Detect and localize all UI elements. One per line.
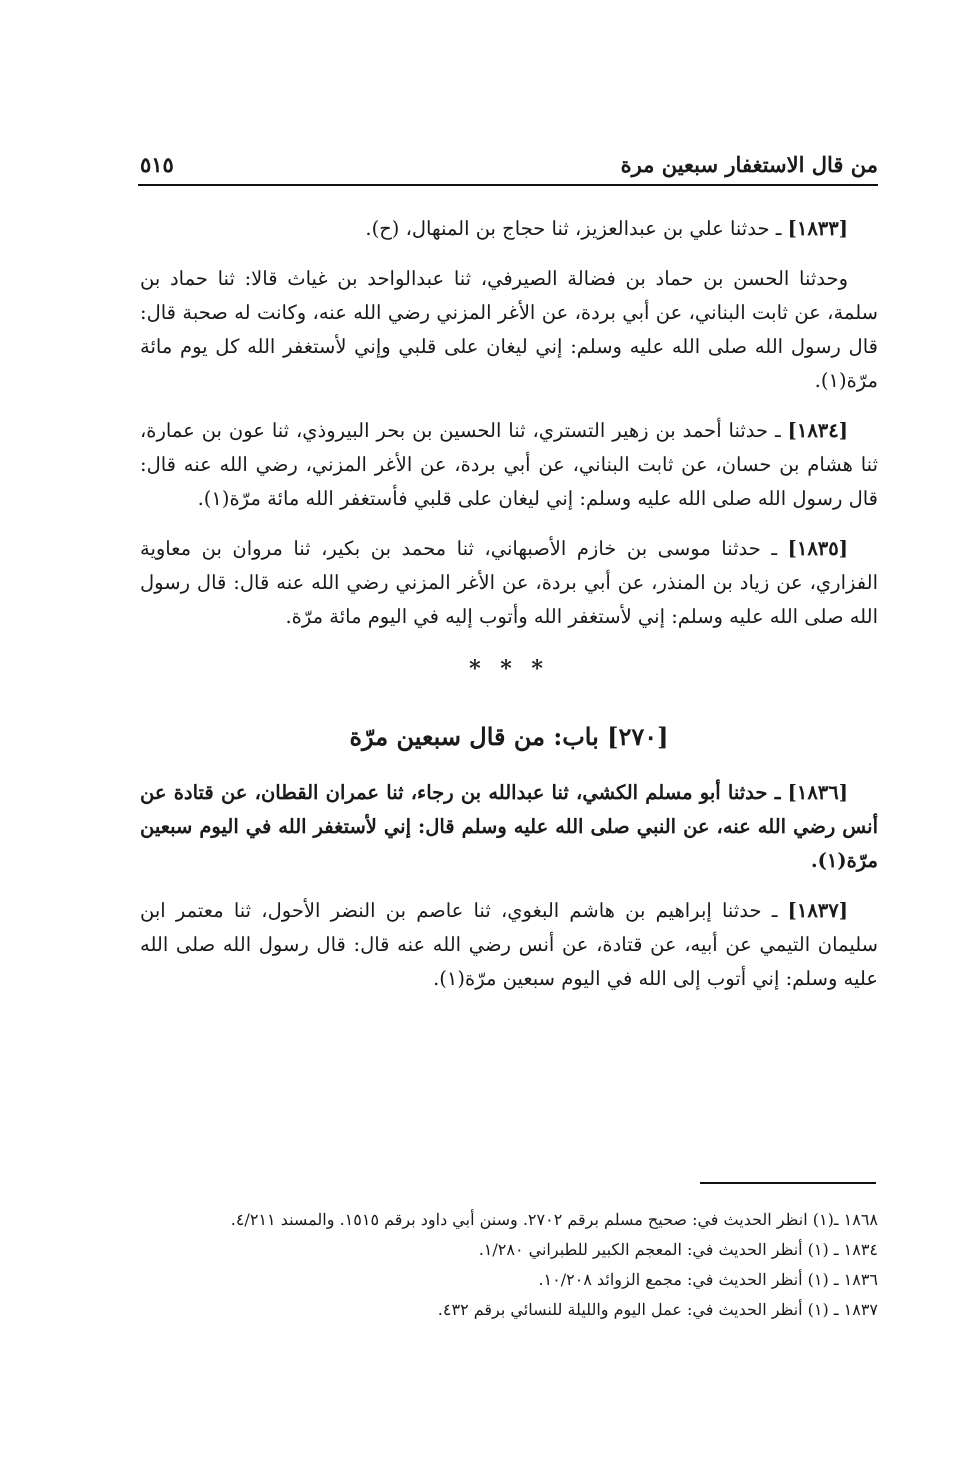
hadith-1834 [140,414,878,516]
hadith-1835 [140,532,878,634]
hadith-number: [١٨٣٦] [787,781,848,804]
footnote: ١٨٣٧ ـ (١) أنظر الحديث في: عمل اليوم والليلة للنسائي برقم ٤٣٢. [437,1300,878,1319]
hadith-text: ـ حدثنا أحمد بن زهير التستري، ثنا الحسين بن بحر البيروذي، ثنا عون بن عمارة، ثنا هشام بن حسان، عن ثابت البناني، عن أبي بردة، عن الأغر المزني، رضي الله عنه قال: قال رسول الله صلى الله عليه وسلم: إني ليغان على قلبي فأستغفر الله مائة مرّة(١). [140,419,878,510]
section-separator: * * * [469,656,549,682]
footnote: ١٨٣٤ ـ (١) أنظر الحديث في: المعجم الكبير للطبراني ١/٢٨٠. [478,1240,878,1259]
hadith-1833 [140,212,878,246]
hadith-1836 [140,776,878,878]
section-title: [٢٧٠] باب: من قال سبعين مرّة [349,722,669,751]
main-text [140,212,878,1012]
page-header [138,148,878,186]
hadith-text: ـ حدثنا موسى بن خازم الأصبهاني، ثنا محمد بن بكير، ثنا مروان بن معاوية الفزاري، عن زياد بن المنذر، عن أبي بردة، عن الأغر المزني رضي الله عنه قال: قال رسول الله صلى الله عليه وسلم: إني لأستغفر الله وأتوب إليه في اليوم مائة مرّة. [140,537,878,628]
hadith-number: [١٨٣٧] [787,899,848,922]
footnotes [140,1205,878,1325]
hadith-text: وحدثنا الحسن بن حماد بن فضالة الصيرفي، ثنا عبدالواحد بن غياث قالا: ثنا حماد بن سلمة، عن ثابت البناني، عن أبي بردة، عن الأغر المزني رضي الله عنه، وكانت له صحبة قال: قال رسول الله صلى الله عليه وسلم: إني ليغان على قلبي وإني لأستغفر الله كل يوم مائة مرّة(١). [140,267,878,392]
hadith-text: ـ حدثنا أبو مسلم الكشي، ثنا عبدالله بن رجاء، ثنا عمران القطان، عن قتادة عن أنس رضي الله عنه، عن النبي صلى الله عليه وسلم قال: إني لأستغفر الله في اليوم سبعين مرّة(١). [140,781,878,872]
hadith-number: [١٨٣٤] [787,419,848,442]
hadith-1837 [140,894,878,996]
footnote-rule [700,1182,876,1184]
page-number: ٥١٥ [140,152,174,177]
hadith-text: ـ حدثنا إبراهيم بن هاشم البغوي، ثنا عاصم بن النضر الأحول، ثنا معتمر ابن سليمان التيمي عن أبيه، عن قتادة، عن أنس رضي الله عنه قال: قال رسول الله صلى الله عليه وسلم: إني أتوب إلى الله في اليوم سبعين مرّة(١). [140,899,878,990]
footnote: ١٨٦٨ ـ(١) انظر الحديث في: صحيح مسلم برقم ٢٧٠٢. وسنن أبي داود برقم ١٥١٥. والمسند ٤/٢١١. [230,1210,878,1229]
running-title: من قال الاستغفار سبعين مرة [620,152,878,177]
hadith-text: ـ حدثنا علي بن عبدالعزيز، ثنا حجاج بن المنهال، (ح). [365,217,788,240]
hadith-number: [١٨٣٥] [787,537,848,560]
hadith-1833-chain-2 [140,262,878,398]
footnote: ١٨٣٦ ـ (١) أنظر الحديث في: مجمع الزوائد ١٠/٢٠٨. [538,1270,878,1289]
hadith-number: [١٨٣٣] [787,217,848,240]
